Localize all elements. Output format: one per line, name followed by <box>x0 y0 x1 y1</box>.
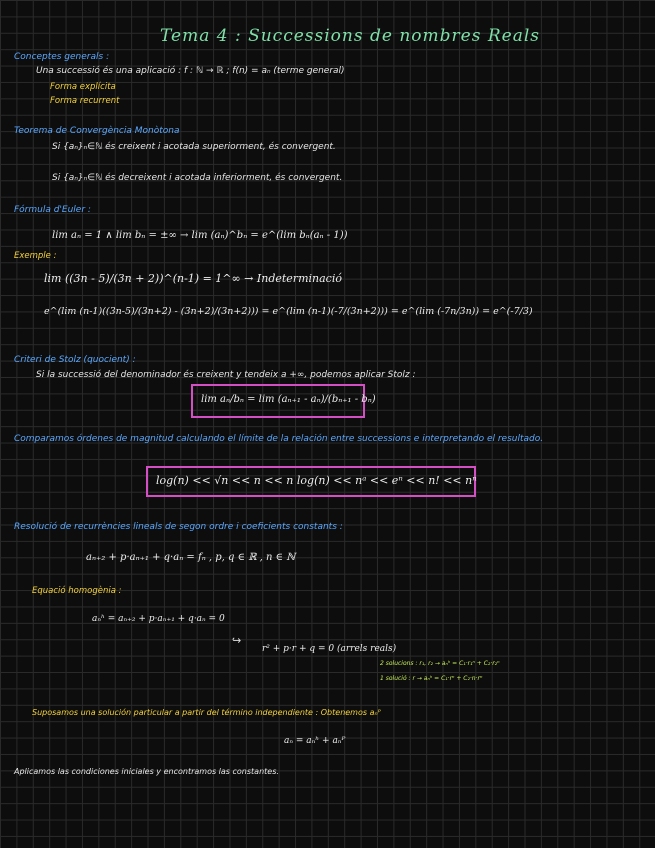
section-heading-conceptes: Conceptes generals : <box>14 52 110 62</box>
final-step: Aplicamos las condiciones iniciales y encontramos las constantes. <box>14 767 279 776</box>
section-heading-recurrencia: Resolució de recurrències lineals de segon ordre i coeficients constants : <box>14 522 343 532</box>
euler-formula: lim aₙ = 1 ∧ lim bₙ = ±∞ → lim (aₙ)^bₙ = e^(lim bₙ(aₙ - 1)) <box>52 230 348 241</box>
page-title: Tema 4 : Successions de nombres Reals <box>160 26 540 46</box>
case-one-root: 1 solució : r → aₙʰ = C₁·rⁿ + C₂·n·rⁿ <box>380 675 483 682</box>
section-heading-ordre: Comparamos órdenes de magnitud calculando el límite de la relación entre successions e interpretando el resultado. <box>14 434 544 444</box>
bullet-explicit: Forma explícita <box>50 82 116 92</box>
general-solution: aₙ = aₙʰ + aₙᴾ <box>284 736 346 746</box>
characteristic-equation: r² + p·r + q = 0 (arrels reals) <box>262 644 397 654</box>
section-heading-euler: Fórmula d'Euler : <box>14 205 91 215</box>
section-heading-teorema: Teorema de Convergència Monòtona <box>14 126 180 136</box>
magnitude-order-box <box>146 466 476 497</box>
recurrence-equation: aₙ₊₂ + p·aₙ₊₁ + q·aₙ = fₙ , p, q ∈ ℝ , n ∈ ℕ <box>86 552 296 563</box>
teorema-line-1: Si {aₙ}ₙ∈ℕ és creixent i acotada superiorment, és convergent. <box>52 142 336 152</box>
magnitude-order: log(n) << √n << n << n log(n) << nᵃ << eⁿ << n! << nⁿ <box>156 474 477 487</box>
stolz-condition: Si la successió del denominador és creixent y tendeix a +∞, podemos aplicar Stolz : <box>36 370 416 380</box>
homogeneous-equation: aₙʰ = aₙ₊₂ + p·aₙ₊₁ + q·aₙ = 0 <box>92 614 225 624</box>
homogeneous-label: Equació homogènia : <box>32 586 122 596</box>
example-label: Exemple : <box>14 251 57 261</box>
bullet-recurrent: Forma recurrent <box>50 96 120 106</box>
example-line-1: lim ((3n - 5)/(3n + 2))^(n-1) = 1^∞ → Indeterminació <box>44 272 342 285</box>
definition-text: Una successió és una aplicació : f : ℕ → ℝ ; f(n) = aₙ (terme general) <box>36 66 345 76</box>
teorema-line-2: Si {aₙ}ₙ∈ℕ és decreixent i acotada inferiorment, és convergent. <box>52 173 343 183</box>
arrow-icon: ↪ <box>232 634 242 647</box>
particular-solution: Suposamos una solución particular a partir del término independiente : Obtenemos aₙᴾ <box>32 708 381 717</box>
section-heading-stolz: Criteri de Stolz (quocient) : <box>14 355 136 365</box>
case-two-roots: 2 solucions : r₁, r₂ → aₙʰ = C₁·r₁ⁿ + C₂·r₂ⁿ <box>380 660 500 667</box>
stolz-formula-box <box>191 384 376 418</box>
example-line-2: e^(lim (n-1)((3n-5)/(3n+2) - (3n+2)/(3n+2))) = e^(lim (n-1)(-7/(3n+2))) = e^(lim (-7n/3n)) = e^(-7/3) <box>44 306 533 317</box>
stolz-formula: lim aₙ/bₙ = lim (aₙ₊₁ - aₙ)/(bₙ₊₁ - bₙ) <box>201 394 376 405</box>
